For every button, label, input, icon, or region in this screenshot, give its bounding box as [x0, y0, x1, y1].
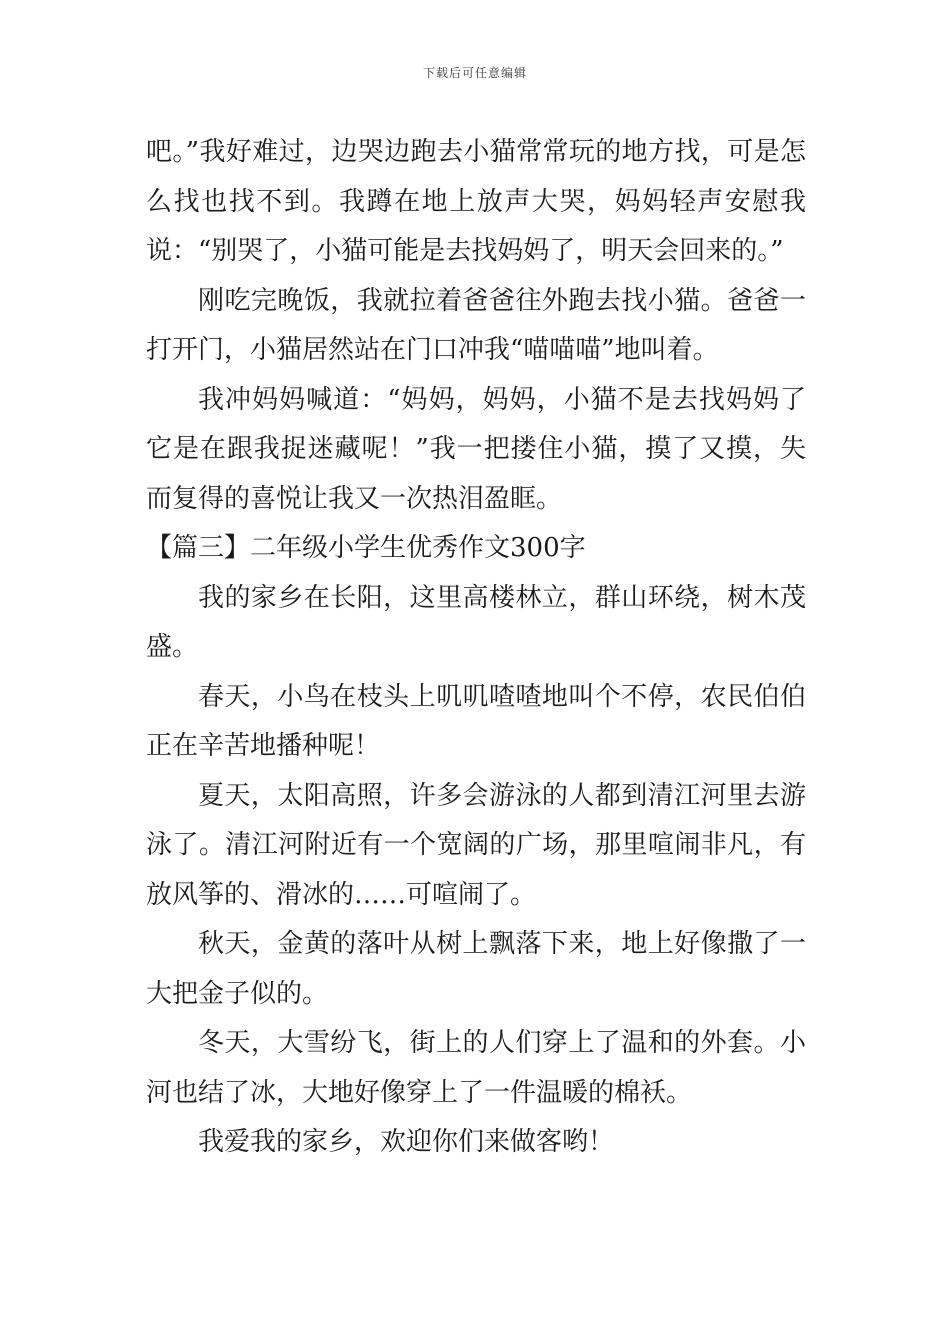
- page-header: 下载后可任意编辑: [422, 66, 527, 80]
- paragraph: 我爱我的家乡，欢迎你们来做客哟！: [198, 1127, 615, 1157]
- paragraph: 夏天，太阳高照，许多会游泳的人都到清江河里去游泳了。清江河附近有一个宽阔的广场，那里喧闹非凡，有放风筝的、滑冰的……可喧闹了。: [146, 780, 806, 910]
- paragraph: 刚吃完晚饭，我就拉着爸爸往外跑去找小猫。爸爸一打开门，小猫居然站在门口冲我“喵喵喵”地叫着。: [146, 285, 806, 365]
- paragraph: 我的家乡在长阳，这里高楼林立，群山环绕，树木茂盛。: [146, 582, 806, 662]
- section-heading: 【篇三】二年级小学生优秀作文300字: [146, 533, 586, 563]
- paragraph: 春天，小鸟在枝头上叽叽喳喳地叫个不停，农民伯伯正在辛苦地播种呢！: [146, 681, 806, 761]
- paragraph: 秋天，金黄的落叶从树上飘落下来，地上好像撒了一大把金子似的。: [146, 929, 806, 1009]
- document-body: [146, 128, 806, 1168]
- paragraph: 冬天，大雪纷飞，街上的人们穿上了温和的外套。小河也结了冰，大地好像穿上了一件温暖的棉袄。: [146, 1028, 806, 1108]
- paragraph: 我冲妈妈喊道：“妈妈，妈妈，小猫不是去找妈妈了它是在跟我捉迷藏呢！”我一把搂住小猫，摸了又摸，失而复得的喜悦让我又一次热泪盈眶。: [146, 384, 806, 514]
- paragraph-continuation: 吧。”我好难过，边哭边跑去小猫常常玩的地方找，可是怎么找也找不到。我蹲在地上放声大哭，妈妈轻声安慰我说：“别哭了，小猫可能是去找妈妈了，明天会回来的。”: [146, 137, 806, 266]
